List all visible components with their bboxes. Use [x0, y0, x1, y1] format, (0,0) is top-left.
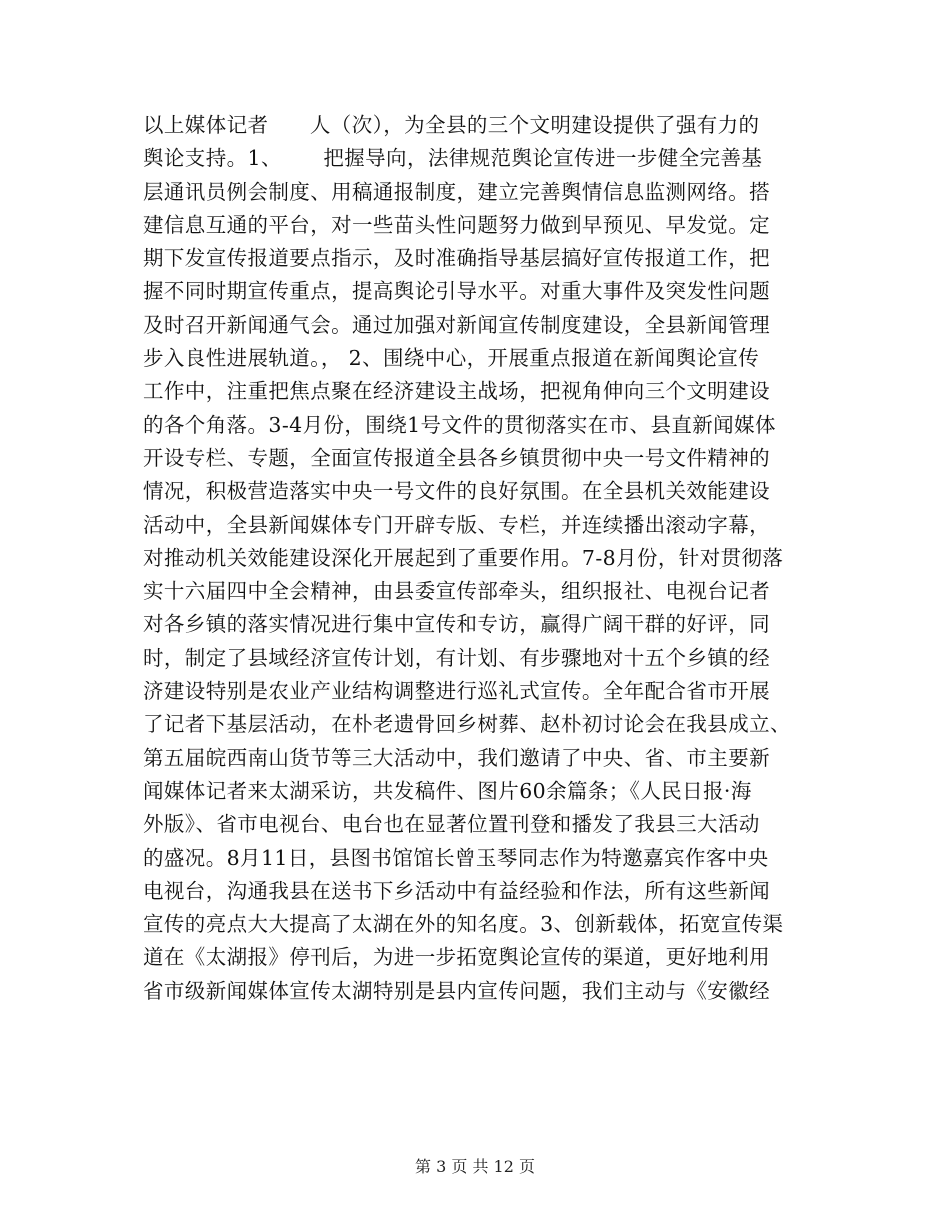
text-line: 步入良性进展轨道。， 2、围绕中心，开展重点报道在新闻舆论宣传: [143, 346, 760, 371]
text-line: 省市级新闻媒体宣传太湖特别是县内宣传问题，我们主动与《安徽经: [143, 978, 770, 1003]
text-line: 济建设特别是农业产业结构调整进行巡礼式宣传。全年配合省市开展: [143, 679, 770, 704]
text-line: 道在《太湖报》停刊后，为进一步拓宽舆论宣传的渠道，更好地利用: [143, 945, 770, 970]
page-number-footer: 第 3 页 共 12 页: [415, 1157, 535, 1176]
text-line: 了记者下基层活动，在朴老遗骨回乡树葬、赵朴初讨论会在我县成立、: [143, 712, 791, 737]
text-line: 第五届皖西南山货节等三大活动中，我们邀请了中央、省、市主要新: [143, 745, 770, 770]
text-line: 活动中，全县新闻媒体专门开辟专版、专栏，并连续播出滚动字幕，: [143, 512, 770, 537]
text-line: 闻媒体记者来太湖采访，共发稿件、图片60余篇条；《人民日报·海: [143, 778, 752, 803]
body-text: [143, 109, 813, 1008]
text-line: 实十六届四中全会精神，由县委宣传部牵头，组织报社、电视台记者: [143, 579, 770, 604]
text-line: 工作中，注重把焦点聚在经济建设主战场，把视角伸向三个文明建设: [143, 379, 770, 404]
text-line: 建信息互通的平台，对一些苗头性问题努力做到早预见、早发觉。定: [143, 212, 770, 237]
text-line: 层通讯员例会制度、用稿通报制度，建立完善舆情信息监测网络。搭: [143, 179, 770, 204]
text-line: 的盛况。8月11日，县图书馆馆长曾玉琴同志作为特邀嘉宾作客中央: [143, 845, 769, 870]
text-line: 及时召开新闻通气会。通过加强对新闻宣传制度建设，全县新闻管理: [143, 312, 770, 337]
text-line: 舆论支持。1、 把握导向，法律规范舆论宣传进一步健全完善基: [143, 146, 763, 171]
text-line: 对各乡镇的落实情况进行集中宣传和专访，赢得广阔干群的好评，同: [143, 612, 770, 637]
text-line: 的各个角落。3-4月份，围绕1号文件的贯彻落实在市、县直新闻媒体: [143, 412, 776, 437]
text-line: 以上媒体记者 人（次），为全县的三个文明建设提供了强有力的: [143, 113, 760, 137]
text-line: 握不同时期宣传重点，提高舆论引导水平。对重大事件及突发性问题: [143, 279, 770, 304]
text-line: 宣传的亮点大大提高了太湖在外的知名度。3、创新载体，拓宽宣传渠: [143, 912, 784, 937]
text-line: 期下发宣传报道要点指示，及时准确指导基层搞好宣传报道工作，把: [143, 246, 770, 271]
text-line: 电视台，沟通我县在送书下乡活动中有益经验和作法，所有这些新闻: [143, 878, 770, 903]
text-line: 对推动机关效能建设深化开展起到了重要作用。7-8月份，针对贯彻落: [143, 545, 784, 570]
text-line: 情况，积极营造落实中央一号文件的良好氛围。在全县机关效能建设: [143, 479, 770, 504]
text-line: 开设专栏、专题，全面宣传报道全县各乡镇贯彻中央一号文件精神的: [143, 445, 770, 470]
text-line: 外版》、省市电视台、电台也在显著位置刊登和播发了我县三大活动: [143, 812, 760, 837]
text-line: 时，制定了县域经济宣传计划，有计划、有步骤地对十五个乡镇的经: [143, 645, 770, 670]
